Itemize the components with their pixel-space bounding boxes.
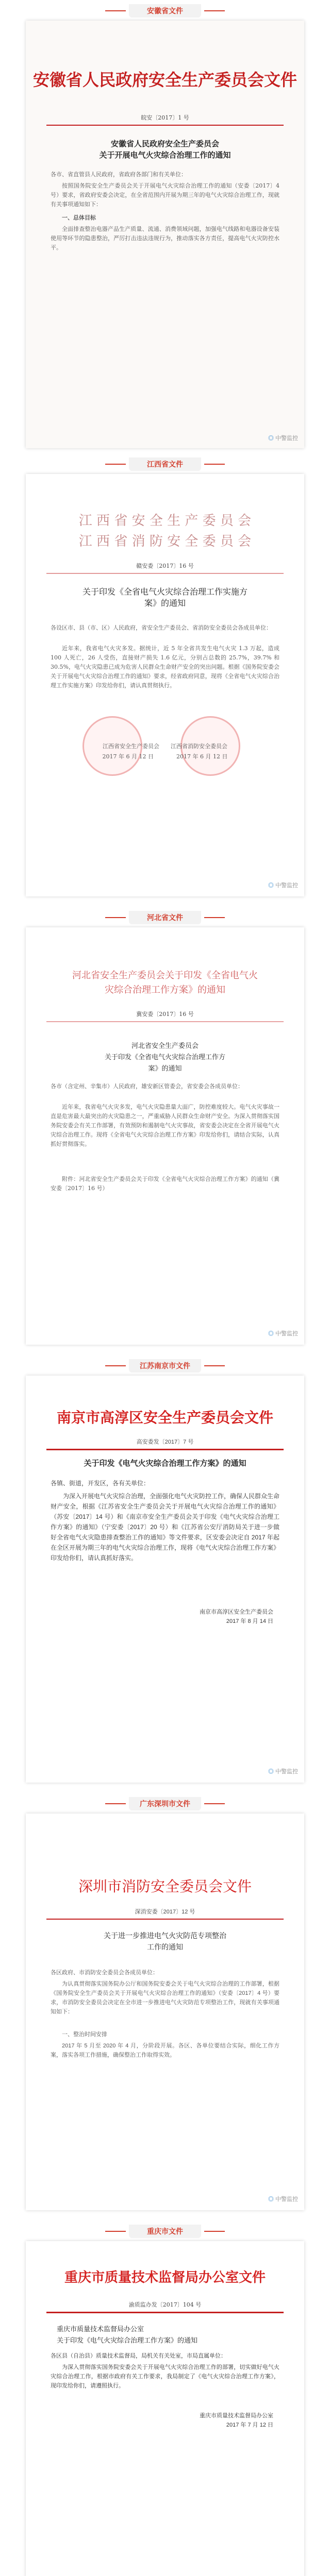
body-paragraph: 为深入开展电气火灾综合治理，全面强化电气火灾防控工作，确保人民群众生命财产安全，根据《江苏省安全生产委员会关于开展电气火灾综合治理工作的通知》（苏安〔2017〕14 号）和《南京市安全生产委员会关于印发《电气火灾综合治理工作方案》的通知》（宁安委〔2017〕20 号）和《江苏省公安厅消防局关于进一步做好全省电气火灾隐患排查整治工作的通知》等文件要求，区安委会决定自 2017 年起在全区开展为期三年的电气火灾综合治理工作，现将《电气火灾综合治理工作方案》印发给你们，请认真抓好落实。 (51, 1493, 280, 1562)
signature-organization: 南京市高淳区安全生产委员会 (200, 1609, 273, 1615)
red-divider (46, 2312, 284, 2313)
section-tab-label: 重庆市文件 (129, 2225, 201, 2238)
document-title: 深圳市消防安全委员会文件 (78, 1878, 252, 1894)
document-title-line: 江 西 省 消 防 安 全 委 员 会 (78, 534, 252, 549)
document-page (26, 1376, 304, 1783)
section-jiangxi (0, 453, 330, 907)
section-hebei (0, 907, 330, 1355)
signature-line: 江西省安全生产委员会 江西省消防安全委员会 (103, 743, 227, 750)
body-paragraph: 全面排查整治电器产品生产质量、流通、消费领域问题，加强电气线路和电器设备安装使用等环节的隐患整治，严厉打击违法违规行为，推动落实各方责任，提高电气火灾防控水平。 (51, 226, 279, 251)
body-paragraph: 按照国务院安全生产委员会关于开展电气火灾综合治理工作的通知（安委〔2017〕4 号）要求，省政府安委会决定，在全省范围内开展为期三年的电气火灾综合治理工作，现就有关事项通知如下： (51, 182, 279, 208)
document-number: 高安委发〔2017〕7 号 (136, 1439, 194, 1445)
document-heading: 重庆市质量技术监督局办公室 关于印发《电气火灾综合治理工作方案》的通知 (57, 2325, 198, 2344)
body-subheading: 一、总体目标 (62, 214, 96, 221)
signature-date: 2017 年 6 月 12 日 2017 年 6 月 12 日 (102, 753, 228, 760)
section-tab-label: 江西省文件 (129, 457, 201, 471)
document-page (26, 2241, 304, 2576)
body-paragraph: 各镇、街道，开发区，各有关单位： (51, 1480, 150, 1487)
signature-block (200, 2411, 273, 2430)
document-heading: 关于印发《全省电气火灾综合治理工作实施方案》的通知 (82, 587, 248, 608)
document-heading: 河北省安全生产委员会 关于印发《全省电气火灾综合治理工作方案》的通知 (104, 1042, 225, 1073)
watermark-logo: ◎ 中警监控 (268, 434, 298, 442)
heading-text: 安徽省人民政府安全生产委员会 关于开展电气火灾综合治理工作的通知 (99, 139, 231, 160)
document-title: 南京市高淳区安全生产委员会文件 (56, 1410, 273, 1426)
document-number: 皖安〔2017〕1 号 (141, 114, 189, 121)
section-tab-label: 河北省文件 (129, 911, 201, 924)
document-title: 重庆市质量技术监督局办公室文件 (64, 2270, 266, 2285)
document-number: 冀安委〔2017〕16 号 (136, 1011, 194, 1018)
section-nanjing (0, 1355, 330, 1793)
section-tab-label: 广东深圳市文件 (129, 1797, 201, 1810)
body-paragraph: 各区县（自治县）质量技术监督局，局机关有关处室，市局直属单位： (51, 2353, 226, 2359)
document-page (26, 474, 304, 896)
body-paragraph: 为深入贯彻落实国务院安委会关于开展电气火灾综合治理工作的部署，切实做好电气火灾综合治理工作，根据市政府有关工作要求，我局制定了《电气火灾综合治理工作方案》，现印发给你们，请遵照执行。 (51, 2364, 279, 2389)
body-paragraph: 各设区市、县（市、区）人民政府，省安全生产委员会、省消防安全委员会各成员单位： (51, 624, 272, 631)
watermark-logo: ◎ 中警监控 (268, 2195, 298, 2203)
section-tab-label: 江苏南京市文件 (129, 1359, 201, 1372)
document-number: 深消安委〔2017〕12 号 (135, 1909, 195, 1915)
document-title: 河北省安全生产委员会关于印发《全省电气火灾综合治理工作方案》的通知 (72, 970, 258, 995)
body-paragraph: 各市、省直管县人民政府，省政府各部门和有关单位： (51, 171, 187, 178)
section-tab-label: 安徽省文件 (129, 4, 201, 18)
section-chongqing (0, 2221, 330, 2576)
document-title-line: 江 西 省 安 全 生 产 委 员 会 (78, 513, 252, 529)
document-page (26, 21, 304, 448)
signature-organization: 重庆市质量技术监督局办公室 (200, 2413, 273, 2419)
body-paragraph: 附件：河北省安全生产委员会关于印发《全省电气火灾综合治理工作方案》的通知（冀安委〔2017〕16 号） (51, 1176, 279, 1192)
document-heading (26, 138, 304, 161)
watermark-logo: ◎ 中警监控 (268, 1329, 298, 1337)
section-shenzhen (0, 1793, 330, 2221)
watermark-logo: ◎ 中警监控 (268, 1767, 298, 1775)
body-paragraph: 各市（含定州、辛集市）人民政府，雄安新区管委会，省安委会各成员单位： (51, 1083, 243, 1090)
signature-date: 2017 年 8 月 14 日 (226, 1618, 273, 1624)
document-page (26, 927, 304, 1345)
document-page (26, 1814, 304, 2210)
red-divider (46, 125, 284, 126)
red-divider (46, 1919, 284, 1920)
body-paragraph: 2017 年 5 月至 2020 年 4 月，分阶段开展。各区、各单位要结合实际，细化工作方案，落实各项工作措施，确保整治工作取得实效。 (51, 2043, 279, 2058)
red-divider (46, 573, 284, 574)
signature-date: 2017 年 7 月 12 日 (226, 2422, 273, 2428)
body-paragraph: 各区政府、市消防安全委员会各成员单位： (51, 1970, 158, 1976)
document-number: 渝质监办发〔2017〕104 号 (128, 2301, 202, 2308)
red-divider (46, 1021, 284, 1022)
document-title: 安徽省人民政府安全生产委员会文件 (32, 70, 297, 90)
red-divider (46, 1449, 284, 1450)
document-heading: 关于进一步推进电气火灾防范专项整治工作的通知 (104, 1931, 226, 1951)
body-paragraph: 近年来，我省电气火灾多发。据统计，近 5 年全省共发生电气火灾 1.3 万起，造成 100 人死亡，26 人受伤，直接财产损失 1.6 亿元，分别占总数的 25.7%，39.7% 和 30.5%，电气火灾隐患已成为危害人民群众生命财产安全的突出问题。根据《国务院安委会关于开展电气火灾综合治理工作的通知》要求，经省政府同意，现将《全省电气火灾综合治理工作实施方案》印发给你们，请认真贯彻执行。 (51, 645, 279, 689)
document-number: 赣安委〔2017〕16 号 (136, 563, 194, 569)
body-subheading: 一、整治时间安排 (62, 2031, 107, 2038)
body-paragraph: 为认真贯彻落实国务院办公厅和国务院安委会关于电气火灾综合治理的工作部署，根据《国务院安全生产委员会关于开展电气火灾综合治理工作的通知》（安委〔2017〕4 号）要求，市消防安全委员会决定在全市进一步推进电气火灾防范专项整治工作，现就有关事项通知如下： (51, 1981, 279, 2015)
signature-block (200, 1607, 273, 1626)
document-heading: 关于印发《电气火灾综合治理工作方案》的通知 (84, 1459, 246, 1468)
section-anhui (0, 0, 330, 453)
watermark-logo: ◎ 中警监控 (268, 881, 298, 889)
body-paragraph: 近年来，我省电气火灾多发，电气火灾隐患量大面广，防控难度较大。电气火灾事故一直是危害最大最突出的火灾隐患之一，严重威胁人民群众生命财产安全。为深入贯彻落实国务院安委会有关工作部署，有效预防和遏制电气火灾事故，省安委会决定在全省开展电气火灾综合治理工作。现将《全省电气火灾综合治理工作方案》印发给你们，请结合实际，认真抓好贯彻落实。 (51, 1104, 279, 1147)
